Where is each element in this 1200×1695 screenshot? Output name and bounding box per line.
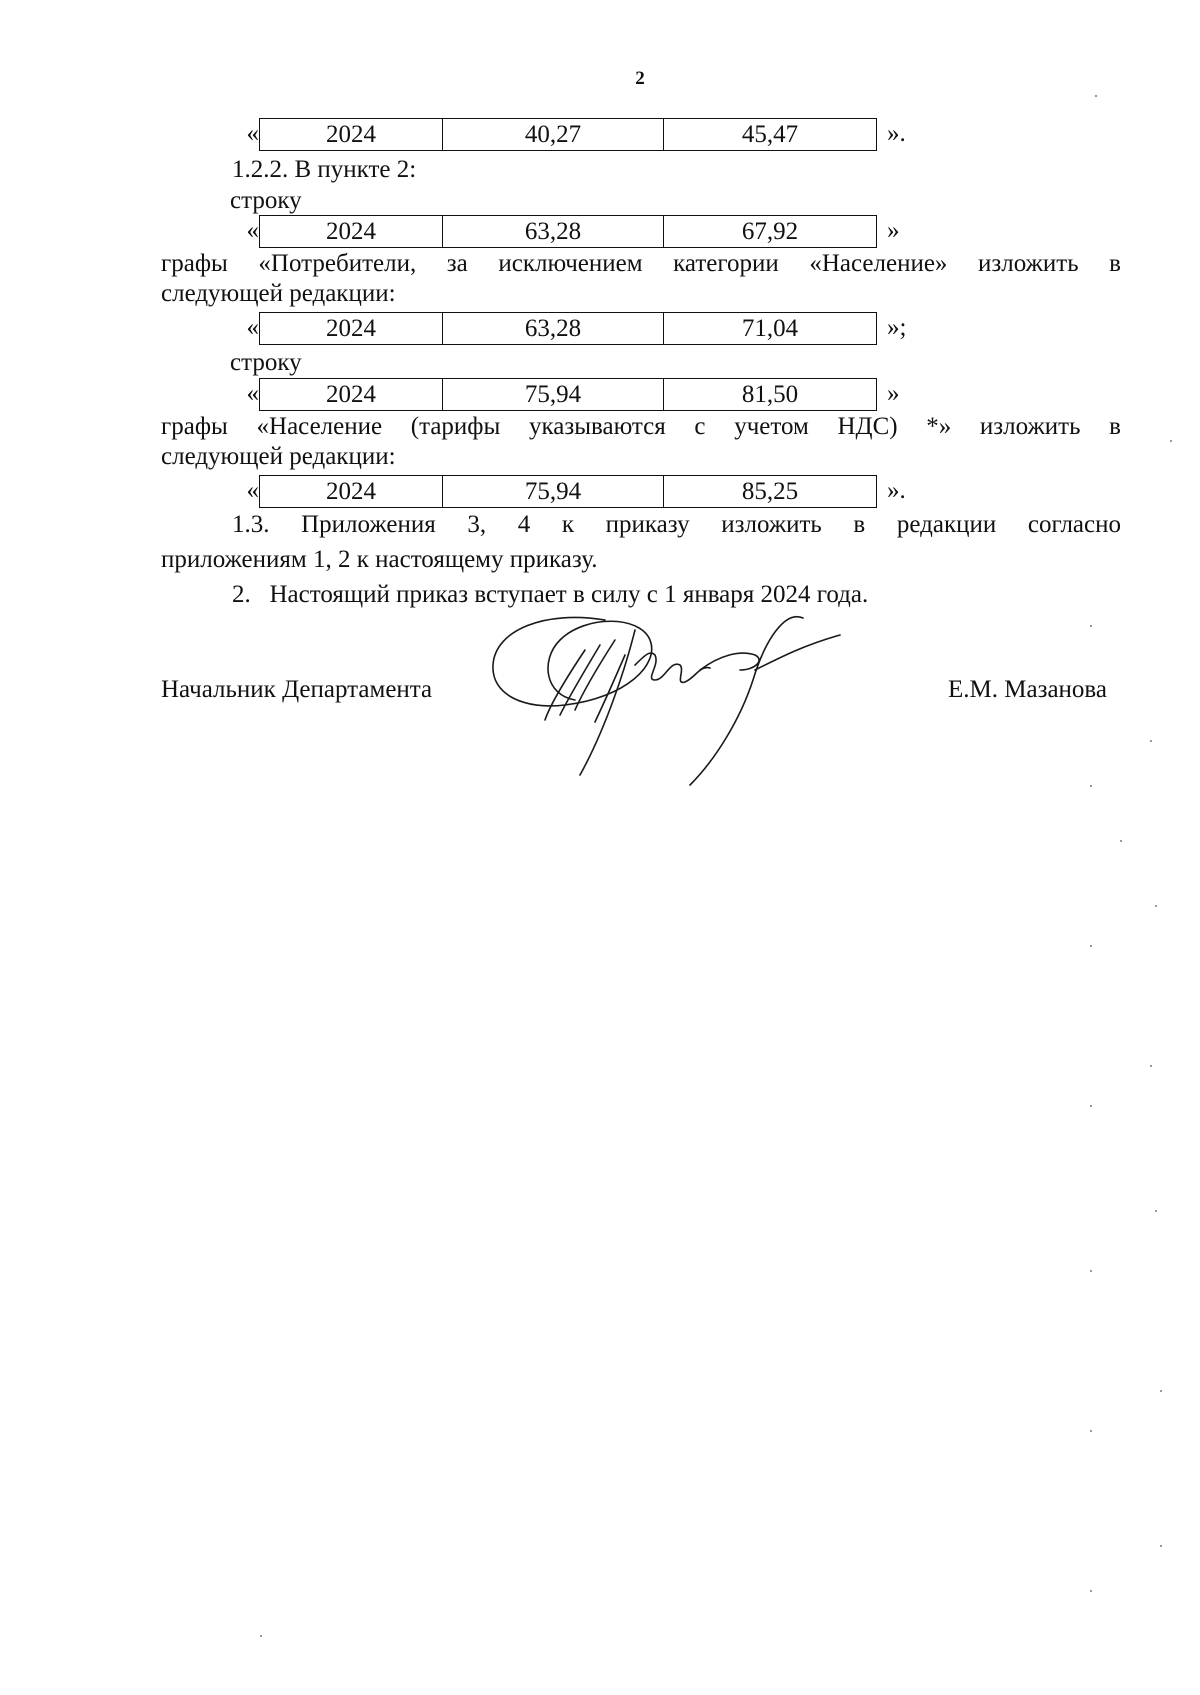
page-number: 2 xyxy=(635,68,645,89)
year-cell: 2024 xyxy=(260,215,443,247)
signer-name: Е.М. Мазанова xyxy=(948,676,1107,703)
value-table-4 xyxy=(259,378,877,411)
handwritten-signature xyxy=(485,610,855,795)
clause-1-3-line-2: приложениям 1, 2 к настоящему приказу. xyxy=(161,546,598,573)
clause-2: 2. Настоящий приказ вступает в силу с 1 января 2024 года. xyxy=(232,581,869,608)
quote-close: ». xyxy=(887,120,906,147)
second-half-value-cell: 85,25 xyxy=(664,475,877,507)
value-table-1 xyxy=(259,118,877,151)
quote-open: « xyxy=(246,120,259,147)
value-row-5 xyxy=(237,474,906,508)
quote-close: ». xyxy=(887,477,906,504)
year-cell: 2024 xyxy=(260,118,443,150)
value-row-3 xyxy=(237,311,906,345)
first-half-value-cell: 63,28 xyxy=(443,312,664,344)
year-cell: 2024 xyxy=(260,475,443,507)
value-row-1 xyxy=(237,117,906,151)
signature-strokes xyxy=(545,640,615,720)
signer-title: Начальник Департамента xyxy=(161,676,433,703)
second-half-value-cell: 45,47 xyxy=(664,118,877,150)
signature-flourish xyxy=(690,617,840,785)
value-table-5 xyxy=(259,475,877,508)
grafy-consumers-line-1: графы «Потребители, за исключением категории «Население» изложить в xyxy=(161,250,1121,277)
grafy-population-line-1: графы «Население (тарифы указываются с учетом НДС) *» изложить в xyxy=(161,413,1121,440)
second-half-value-cell: 71,04 xyxy=(664,312,877,344)
clause-1-3-line-1: 1.3. Приложения 3, 4 к приказу изложить в редакции согласно xyxy=(232,511,1121,538)
first-half-value-cell: 75,94 xyxy=(443,475,664,507)
value-table-2 xyxy=(259,215,877,248)
quote-close: » xyxy=(887,380,900,407)
value-table-3 xyxy=(259,312,877,345)
quote-open: « xyxy=(246,314,259,341)
value-row-2 xyxy=(237,214,900,248)
clause-1-2-2: 1.2.2. В пункте 2: xyxy=(232,156,417,183)
grafy-consumers-line-2: следующей редакции: xyxy=(161,280,396,307)
second-half-value-cell: 67,92 xyxy=(664,215,877,247)
stroku-label-1: строку xyxy=(230,187,302,214)
first-half-value-cell: 40,27 xyxy=(443,118,664,150)
grafy-population-line-2: следующей редакции: xyxy=(161,443,396,470)
quote-close: »; xyxy=(887,314,907,341)
first-half-value-cell: 75,94 xyxy=(443,378,664,410)
quote-open: « xyxy=(246,380,259,407)
quote-open: « xyxy=(246,217,259,244)
quote-open: « xyxy=(246,477,259,504)
year-cell: 2024 xyxy=(260,378,443,410)
second-half-value-cell: 81,50 xyxy=(664,378,877,410)
signature-cursive xyxy=(635,653,710,682)
stroku-label-2: строку xyxy=(230,349,302,376)
value-row-4 xyxy=(237,377,900,411)
first-half-value-cell: 63,28 xyxy=(443,215,664,247)
quote-close: » xyxy=(887,217,900,244)
year-cell: 2024 xyxy=(260,312,443,344)
